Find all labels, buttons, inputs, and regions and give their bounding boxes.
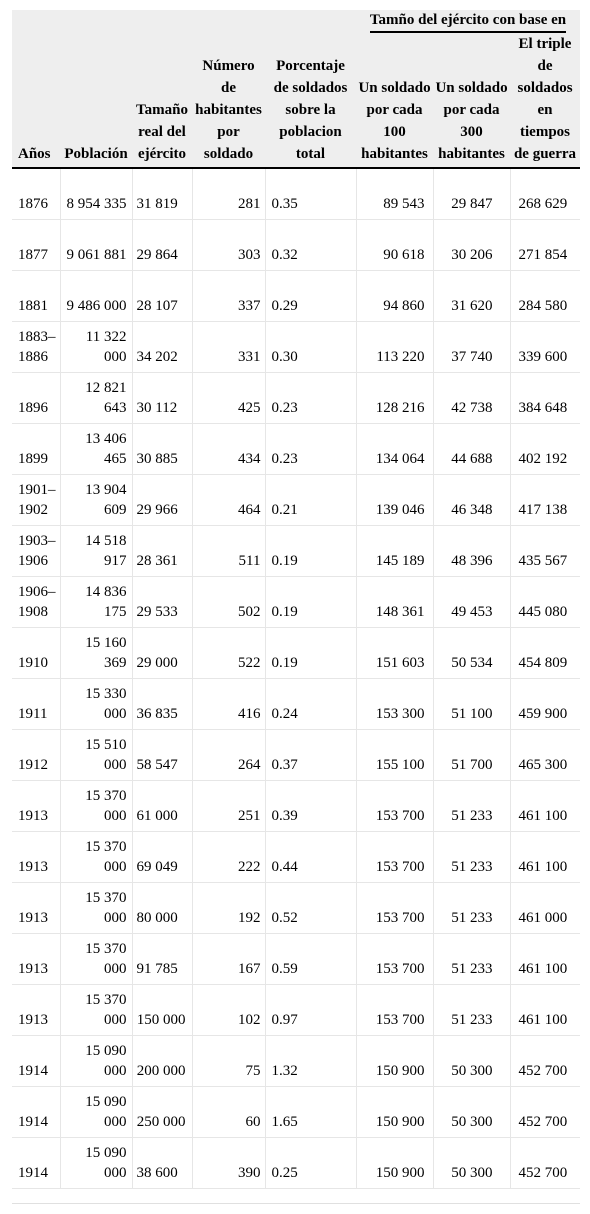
group-header-spacer <box>12 10 356 33</box>
cell-population: 15 090 000 <box>60 1137 132 1188</box>
cell-percentage: 0.21 <box>265 474 356 525</box>
cell-triple-wartime: 459 900 <box>510 678 580 729</box>
column-header-population: Población <box>60 33 132 168</box>
cell-triple-wartime: 417 138 <box>510 474 580 525</box>
cell-percentage: 0.29 <box>265 270 356 321</box>
cell-percentage: 0.19 <box>265 576 356 627</box>
cell-one-per-100: 145 189 <box>356 525 433 576</box>
table-row <box>12 933 580 984</box>
cell-one-per-100: 153 700 <box>356 984 433 1035</box>
cell-percentage: 0.32 <box>265 219 356 270</box>
cell-inhabitants-per-soldier: 502 <box>192 576 265 627</box>
cell-one-per-300: 51 233 <box>433 984 510 1035</box>
cell-population: 11 322 000 <box>60 321 132 372</box>
cell-triple-wartime: 461 000 <box>510 882 580 933</box>
cell-one-per-300: 30 206 <box>433 219 510 270</box>
cell-population: 15 370 000 <box>60 882 132 933</box>
cell-inhabitants-per-soldier: 75 <box>192 1035 265 1086</box>
cell-year: 1914 <box>12 1086 60 1137</box>
cell-population: 15 160 369 <box>60 627 132 678</box>
cell-one-per-100: 134 064 <box>356 423 433 474</box>
cell-year: 1896 <box>12 372 60 423</box>
cell-triple-wartime: 461 100 <box>510 933 580 984</box>
cell-one-per-100: 153 300 <box>356 678 433 729</box>
cell-one-per-300: 42 738 <box>433 372 510 423</box>
column-header-years: Años <box>12 33 60 168</box>
table-header <box>12 10 580 168</box>
cell-army-size: 30 112 <box>132 372 192 423</box>
cell-year: 1914 <box>12 1137 60 1188</box>
cell-army-size: 29 000 <box>132 627 192 678</box>
cell-army-size: 80 000 <box>132 882 192 933</box>
table-row <box>12 831 580 882</box>
cell-army-size: 36 835 <box>132 678 192 729</box>
table-bottom-border <box>12 1203 580 1204</box>
cell-one-per-300: 50 534 <box>433 627 510 678</box>
cell-triple-wartime: 452 700 <box>510 1137 580 1188</box>
cell-one-per-100: 89 543 <box>356 168 433 219</box>
cell-population: 15 370 000 <box>60 780 132 831</box>
cell-percentage: 0.97 <box>265 984 356 1035</box>
cell-one-per-300: 51 233 <box>433 780 510 831</box>
column-header-one-per-100: Un soldado por cada 100 habitantes <box>356 33 433 168</box>
cell-inhabitants-per-soldier: 167 <box>192 933 265 984</box>
cell-one-per-300: 46 348 <box>433 474 510 525</box>
cell-one-per-100: 94 860 <box>356 270 433 321</box>
cell-population: 15 370 000 <box>60 831 132 882</box>
cell-percentage: 0.19 <box>265 525 356 576</box>
cell-year: 1903–1906 <box>12 525 60 576</box>
table-row <box>12 576 580 627</box>
cell-one-per-100: 155 100 <box>356 729 433 780</box>
cell-army-size: 61 000 <box>132 780 192 831</box>
cell-army-size: 28 361 <box>132 525 192 576</box>
cell-population: 13 406 465 <box>60 423 132 474</box>
cell-one-per-300: 50 300 <box>433 1137 510 1188</box>
cell-year: 1876 <box>12 168 60 219</box>
cell-one-per-300: 51 233 <box>433 933 510 984</box>
cell-triple-wartime: 461 100 <box>510 780 580 831</box>
table-row <box>12 321 580 372</box>
cell-one-per-100: 139 046 <box>356 474 433 525</box>
cell-percentage: 0.59 <box>265 933 356 984</box>
cell-year: 1912 <box>12 729 60 780</box>
cell-inhabitants-per-soldier: 60 <box>192 1086 265 1137</box>
column-header-actual-army-size: Tamaño real del ejército <box>132 33 192 168</box>
cell-population: 14 836 175 <box>60 576 132 627</box>
table-row <box>12 270 580 321</box>
cell-one-per-100: 150 900 <box>356 1137 433 1188</box>
cell-year: 1913 <box>12 984 60 1035</box>
column-header-soldier-percentage: Porcentaje de soldados sobre la poblacion total <box>265 33 356 168</box>
cell-one-per-300: 51 700 <box>433 729 510 780</box>
table-row <box>12 219 580 270</box>
cell-army-size: 150 000 <box>132 984 192 1035</box>
cell-triple-wartime: 268 629 <box>510 168 580 219</box>
cell-percentage: 0.23 <box>265 372 356 423</box>
cell-triple-wartime: 271 854 <box>510 219 580 270</box>
cell-population: 15 090 000 <box>60 1035 132 1086</box>
cell-year: 1883–1886 <box>12 321 60 372</box>
cell-population: 13 904 609 <box>60 474 132 525</box>
cell-population: 9 061 881 <box>60 219 132 270</box>
cell-army-size: 30 885 <box>132 423 192 474</box>
cell-army-size: 200 000 <box>132 1035 192 1086</box>
cell-inhabitants-per-soldier: 331 <box>192 321 265 372</box>
cell-percentage: 0.19 <box>265 627 356 678</box>
column-header-triple-wartime: El triple de soldados en tiempos de guerra <box>510 33 580 168</box>
cell-year: 1911 <box>12 678 60 729</box>
cell-year: 1906–1908 <box>12 576 60 627</box>
cell-army-size: 29 864 <box>132 219 192 270</box>
cell-army-size: 69 049 <box>132 831 192 882</box>
cell-one-per-300: 31 620 <box>433 270 510 321</box>
cell-one-per-100: 148 361 <box>356 576 433 627</box>
cell-one-per-300: 51 100 <box>433 678 510 729</box>
table-row <box>12 168 580 219</box>
table-row <box>12 525 580 576</box>
table-row <box>12 882 580 933</box>
cell-one-per-300: 44 688 <box>433 423 510 474</box>
cell-population: 14 518 917 <box>60 525 132 576</box>
cell-inhabitants-per-soldier: 511 <box>192 525 265 576</box>
cell-percentage: 0.52 <box>265 882 356 933</box>
cell-one-per-100: 90 618 <box>356 219 433 270</box>
cell-percentage: 0.30 <box>265 321 356 372</box>
cell-population: 15 370 000 <box>60 933 132 984</box>
cell-triple-wartime: 465 300 <box>510 729 580 780</box>
cell-year: 1913 <box>12 780 60 831</box>
cell-year: 1901–1902 <box>12 474 60 525</box>
group-header-army-size-based-on: Tamño del ejército con base en <box>356 10 580 33</box>
cell-percentage: 0.23 <box>265 423 356 474</box>
column-header-one-per-300: Un soldado por cada 300 habitantes <box>433 33 510 168</box>
cell-inhabitants-per-soldier: 222 <box>192 831 265 882</box>
table-row <box>12 627 580 678</box>
cell-inhabitants-per-soldier: 303 <box>192 219 265 270</box>
table-row <box>12 423 580 474</box>
army-size-table-container <box>12 10 580 1189</box>
cell-inhabitants-per-soldier: 464 <box>192 474 265 525</box>
cell-inhabitants-per-soldier: 102 <box>192 984 265 1035</box>
cell-one-per-100: 153 700 <box>356 780 433 831</box>
cell-percentage: 0.25 <box>265 1137 356 1188</box>
cell-army-size: 91 785 <box>132 933 192 984</box>
cell-inhabitants-per-soldier: 416 <box>192 678 265 729</box>
cell-one-per-100: 153 700 <box>356 831 433 882</box>
cell-population: 15 510 000 <box>60 729 132 780</box>
cell-one-per-300: 51 233 <box>433 831 510 882</box>
cell-one-per-100: 150 900 <box>356 1035 433 1086</box>
table-row <box>12 729 580 780</box>
cell-percentage: 1.32 <box>265 1035 356 1086</box>
table-row <box>12 474 580 525</box>
table-row <box>12 1086 580 1137</box>
cell-triple-wartime: 339 600 <box>510 321 580 372</box>
cell-inhabitants-per-soldier: 425 <box>192 372 265 423</box>
cell-inhabitants-per-soldier: 192 <box>192 882 265 933</box>
cell-year: 1899 <box>12 423 60 474</box>
cell-army-size: 31 819 <box>132 168 192 219</box>
table-row <box>12 1137 580 1188</box>
cell-year: 1881 <box>12 270 60 321</box>
cell-year: 1914 <box>12 1035 60 1086</box>
cell-population: 8 954 335 <box>60 168 132 219</box>
cell-one-per-100: 153 700 <box>356 882 433 933</box>
cell-population: 12 821 643 <box>60 372 132 423</box>
cell-population: 15 370 000 <box>60 984 132 1035</box>
cell-one-per-100: 150 900 <box>356 1086 433 1137</box>
cell-triple-wartime: 454 809 <box>510 627 580 678</box>
cell-one-per-300: 49 453 <box>433 576 510 627</box>
cell-triple-wartime: 435 567 <box>510 525 580 576</box>
cell-one-per-300: 51 233 <box>433 882 510 933</box>
cell-one-per-300: 50 300 <box>433 1035 510 1086</box>
cell-inhabitants-per-soldier: 434 <box>192 423 265 474</box>
cell-inhabitants-per-soldier: 281 <box>192 168 265 219</box>
cell-year: 1913 <box>12 933 60 984</box>
column-header-inhabitants-per-soldier: Número de habitantes por soldado <box>192 33 265 168</box>
cell-army-size: 29 966 <box>132 474 192 525</box>
cell-percentage: 0.35 <box>265 168 356 219</box>
column-header-row <box>12 33 580 168</box>
group-header-row <box>12 10 580 33</box>
cell-army-size: 250 000 <box>132 1086 192 1137</box>
table-row <box>12 678 580 729</box>
cell-year: 1913 <box>12 831 60 882</box>
cell-population: 15 090 000 <box>60 1086 132 1137</box>
table-row <box>12 1035 580 1086</box>
cell-inhabitants-per-soldier: 264 <box>192 729 265 780</box>
cell-percentage: 0.44 <box>265 831 356 882</box>
table-body <box>12 168 580 1188</box>
cell-triple-wartime: 284 580 <box>510 270 580 321</box>
cell-army-size: 34 202 <box>132 321 192 372</box>
cell-percentage: 1.65 <box>265 1086 356 1137</box>
cell-population: 15 330 000 <box>60 678 132 729</box>
cell-one-per-100: 151 603 <box>356 627 433 678</box>
cell-triple-wartime: 384 648 <box>510 372 580 423</box>
cell-percentage: 0.37 <box>265 729 356 780</box>
army-size-table <box>12 10 580 1189</box>
cell-triple-wartime: 452 700 <box>510 1035 580 1086</box>
cell-inhabitants-per-soldier: 251 <box>192 780 265 831</box>
cell-army-size: 28 107 <box>132 270 192 321</box>
cell-triple-wartime: 452 700 <box>510 1086 580 1137</box>
cell-army-size: 38 600 <box>132 1137 192 1188</box>
cell-year: 1910 <box>12 627 60 678</box>
table-row <box>12 372 580 423</box>
cell-percentage: 0.24 <box>265 678 356 729</box>
cell-percentage: 0.39 <box>265 780 356 831</box>
cell-one-per-100: 153 700 <box>356 933 433 984</box>
table-row <box>12 780 580 831</box>
cell-one-per-300: 48 396 <box>433 525 510 576</box>
cell-year: 1877 <box>12 219 60 270</box>
table-row <box>12 984 580 1035</box>
cell-one-per-100: 128 216 <box>356 372 433 423</box>
cell-one-per-100: 113 220 <box>356 321 433 372</box>
cell-inhabitants-per-soldier: 522 <box>192 627 265 678</box>
cell-triple-wartime: 461 100 <box>510 984 580 1035</box>
cell-army-size: 58 547 <box>132 729 192 780</box>
cell-year: 1913 <box>12 882 60 933</box>
cell-triple-wartime: 445 080 <box>510 576 580 627</box>
cell-army-size: 29 533 <box>132 576 192 627</box>
cell-triple-wartime: 461 100 <box>510 831 580 882</box>
cell-triple-wartime: 402 192 <box>510 423 580 474</box>
cell-one-per-300: 37 740 <box>433 321 510 372</box>
cell-one-per-300: 29 847 <box>433 168 510 219</box>
cell-population: 9 486 000 <box>60 270 132 321</box>
cell-inhabitants-per-soldier: 337 <box>192 270 265 321</box>
cell-inhabitants-per-soldier: 390 <box>192 1137 265 1188</box>
cell-one-per-300: 50 300 <box>433 1086 510 1137</box>
